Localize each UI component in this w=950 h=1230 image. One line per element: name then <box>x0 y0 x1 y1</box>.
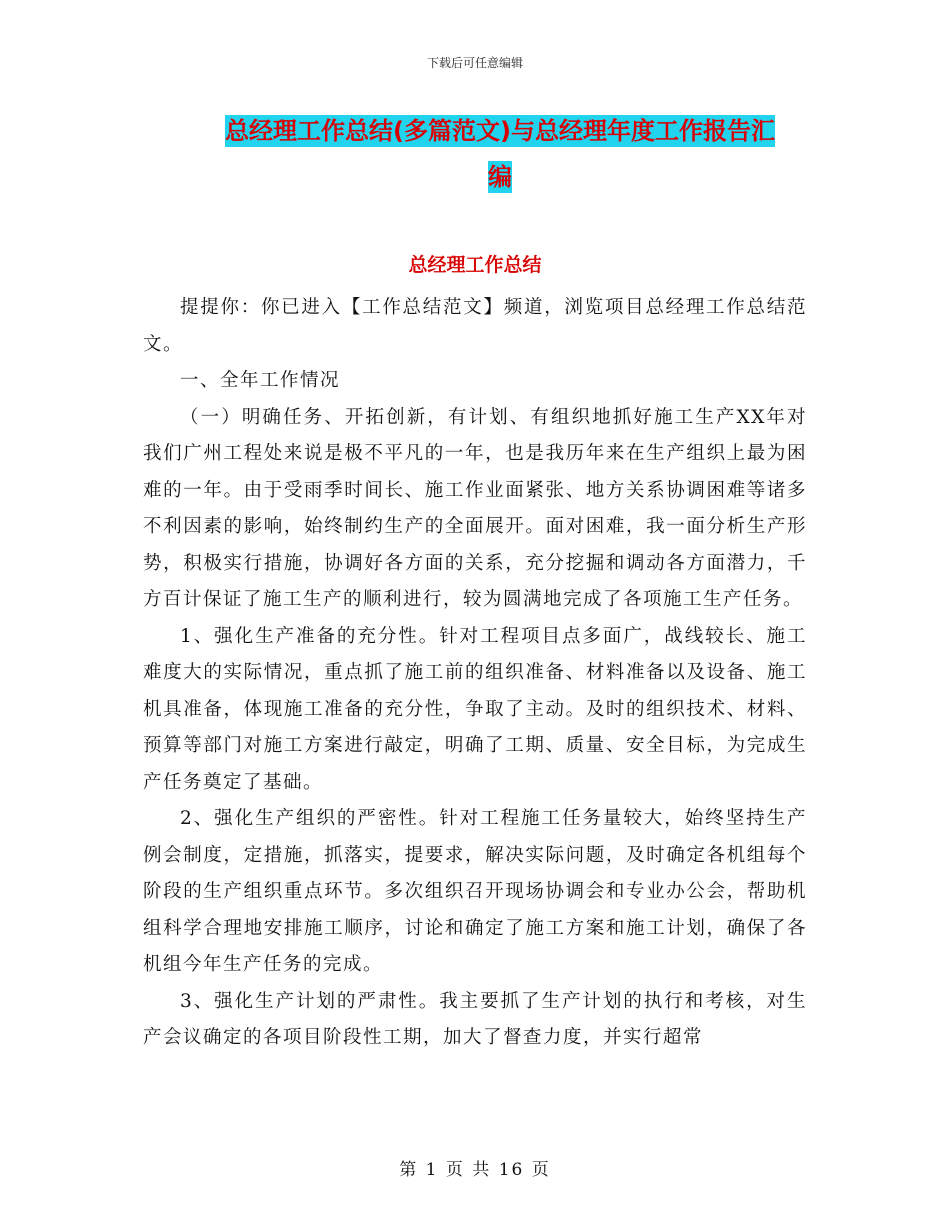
document-title-line-1: 总经理工作总结(多篇范文)与总经理年度工作报告汇 <box>225 117 775 145</box>
document-body <box>143 290 807 1057</box>
paragraph-3: 2、强化生产组织的严密性。针对工程施工任务量较大，始终坚持生产例会制度，定措施，抓落实，提要求，解决实际问题，及时确定各机组每个阶段的生产组织重点环节。多次组织召开现场协调会和专业办公会，帮助机组科学合理地安排施工顺序，讨论和确定了施工方案和施工计划，确保了各机组今年生产任务的完成。 <box>143 808 807 975</box>
section-title: 总经理工作总结 <box>408 254 542 276</box>
header-note: 下载后可任意编辑 <box>426 56 523 70</box>
document-title-line-2: 编 <box>488 163 512 191</box>
page-number: 第 1 页 共 16 页 <box>399 1160 551 1180</box>
document-title <box>190 108 810 200</box>
paragraph-2: 1、强化生产准备的充分性。针对工程项目点多面广，战线较长、施工难度大的实际情况，重点抓了施工前的组织准备、材料准备以及设备、施工机具准备，体现施工准备的充分性，争取了主动。及时的组织技术、材料、预算等部门对施工方案进行敲定，明确了工期、质量、安全目标，为完成生产任务奠定了基础。 <box>143 625 807 793</box>
paragraph-heading-1: 一、全年工作情况 <box>180 370 341 391</box>
paragraph-1: （一）明确任务、开拓创新，有计划、有组织地抓好施工生产XX年对我们广州工程处来说是极不平凡的一年，也是我历年来在生产组织上最为困难的一年。由于受雨季时间长、施工作业面紧张、地方关系协调困难等诸多不利因素的影响，始终制约生产的全面展开。面对困难，我一面分析生产形势，积极实行措施，协调好各方面的关系，充分挖掘和调动各方面潜力，千方百计保证了施工生产的顺利进行，较为圆满地完成了各项施工生产任务。 <box>143 406 807 610</box>
paragraph-4: 3、强化生产计划的严肃性。我主要抓了生产计划的执行和考核，对生产会议确定的各项目阶段性工期，加大了督查力度，并实行超常 <box>143 990 807 1048</box>
paragraph-intro: 提提你：你已进入【工作总结范文】频道，浏览项目总经理工作总结范文。 <box>143 297 807 355</box>
